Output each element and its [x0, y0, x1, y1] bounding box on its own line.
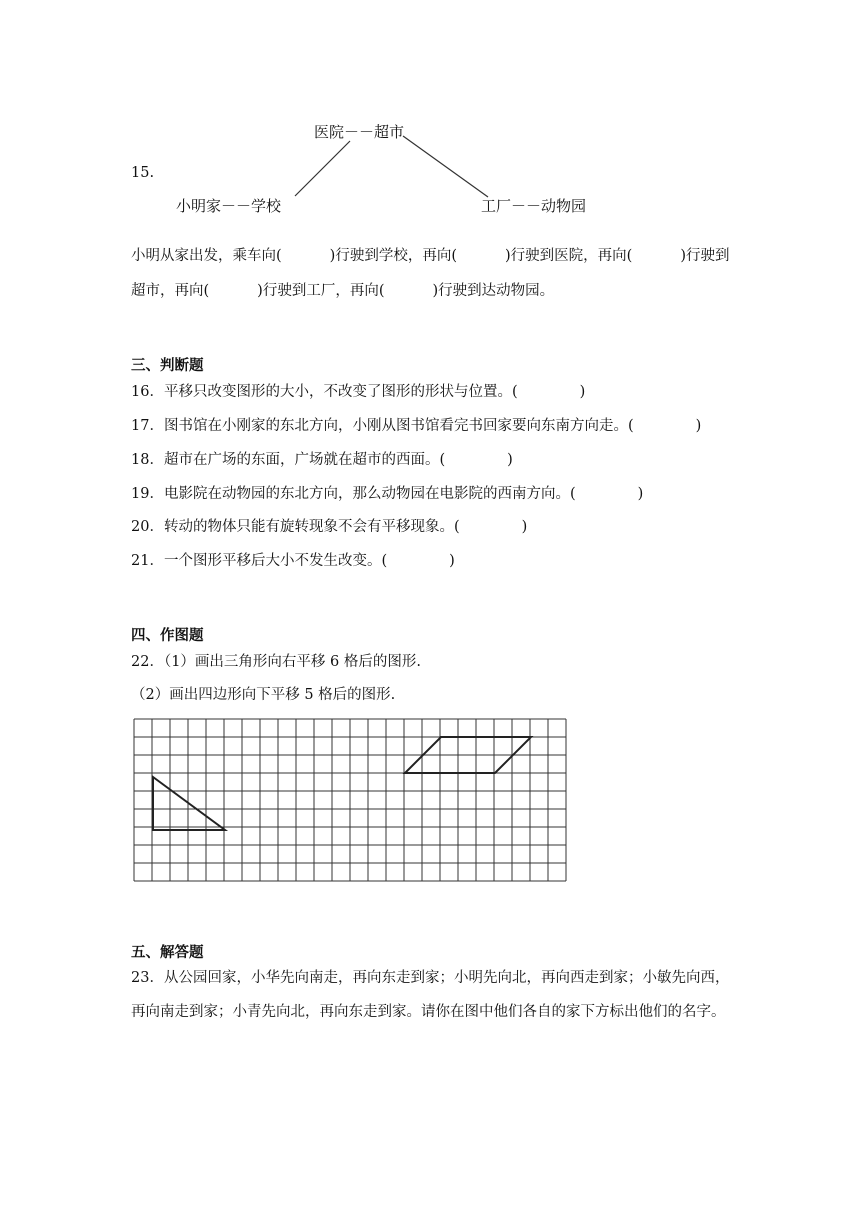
grid-lines — [134, 719, 566, 881]
close-paren: ) — [449, 553, 455, 569]
question-19 — [131, 484, 643, 504]
route-line-supermarket-to-factory — [403, 136, 488, 197]
q15-text-2: )行驶到学校，再向( — [329, 248, 457, 264]
route-line-school-to-hospital — [295, 141, 350, 196]
question-21-text: 21．一个图形平移后大小不发生改变。( — [131, 553, 388, 569]
question-20-text: 20．转动的物体只能有旋转现象不会有平移现象。( — [131, 519, 460, 535]
question-17 — [131, 416, 701, 436]
question-15-line-1 — [131, 246, 729, 266]
translation-grid[interactable] — [0, 705, 860, 895]
triangle-shape — [153, 777, 225, 830]
question-17-text: 17．图书馆在小刚家的东北方向，小刚从图书馆看完书回家要向东南方向走。( — [131, 418, 634, 434]
close-paren: ) — [579, 384, 586, 400]
section-title-judgement: 三、判断题 — [131, 358, 204, 374]
q15-text-6: )行驶到工厂，再向( — [257, 283, 385, 299]
question-23-line-1: 23．从公园回家，小华先向南走，再向东走到家；小明先向北，再向西走到家；小敏先向西， — [131, 970, 730, 986]
q15-text-7: )行驶到达动物园。 — [432, 283, 555, 299]
diagram-label-factory-zoo: 工厂－－动物园 — [481, 197, 587, 215]
q15-text-3: )行驶到医院，再向( — [504, 248, 633, 264]
q15-text-4: )行驶到 — [680, 248, 730, 264]
question-23-line-2: 再向南走到家；小青先向北，再向东走到家。请你在图中他们各自的家下方标出他们的名字。 — [131, 1004, 726, 1020]
question-18-text: 18．超市在广场的东面，广场就在超市的西面。( — [131, 452, 446, 468]
section-title-drawing: 四、作图题 — [131, 628, 204, 644]
close-paren: ) — [695, 418, 702, 434]
question-19-text: 19．电影院在动物园的东北方向，那么动物园在电影院的西南方向。( — [131, 486, 576, 502]
diagram-label-hospital-supermarket: 医院－－超市 — [314, 123, 405, 141]
q15-text-5: 超市，再向( — [131, 283, 210, 299]
diagram-label-home-school: 小明家－－学校 — [176, 197, 282, 215]
question-21 — [131, 551, 455, 571]
question-15-line-2 — [131, 281, 554, 301]
section-title-answer: 五、解答题 — [131, 945, 204, 961]
question-15-number: 15. — [131, 165, 155, 181]
question-16 — [131, 382, 585, 402]
q15-text-1: 小明从家出发，乘车向( — [131, 248, 282, 264]
close-paren: ) — [637, 486, 644, 502]
close-paren: ) — [521, 519, 528, 535]
close-paren: ) — [507, 452, 513, 468]
question-20 — [131, 517, 527, 537]
question-18 — [131, 450, 513, 470]
question-16-text: 16．平移只改变图形的大小，不改变了图形的形状与位置。( — [131, 384, 518, 400]
question-22-part-2: （2）画出四边形向下平移 5 格后的图形. — [131, 687, 396, 703]
route-diagram-lines — [0, 0, 860, 230]
question-22-part-1: 22．（1）画出三角形向右平移 6 格后的图形. — [131, 654, 421, 670]
